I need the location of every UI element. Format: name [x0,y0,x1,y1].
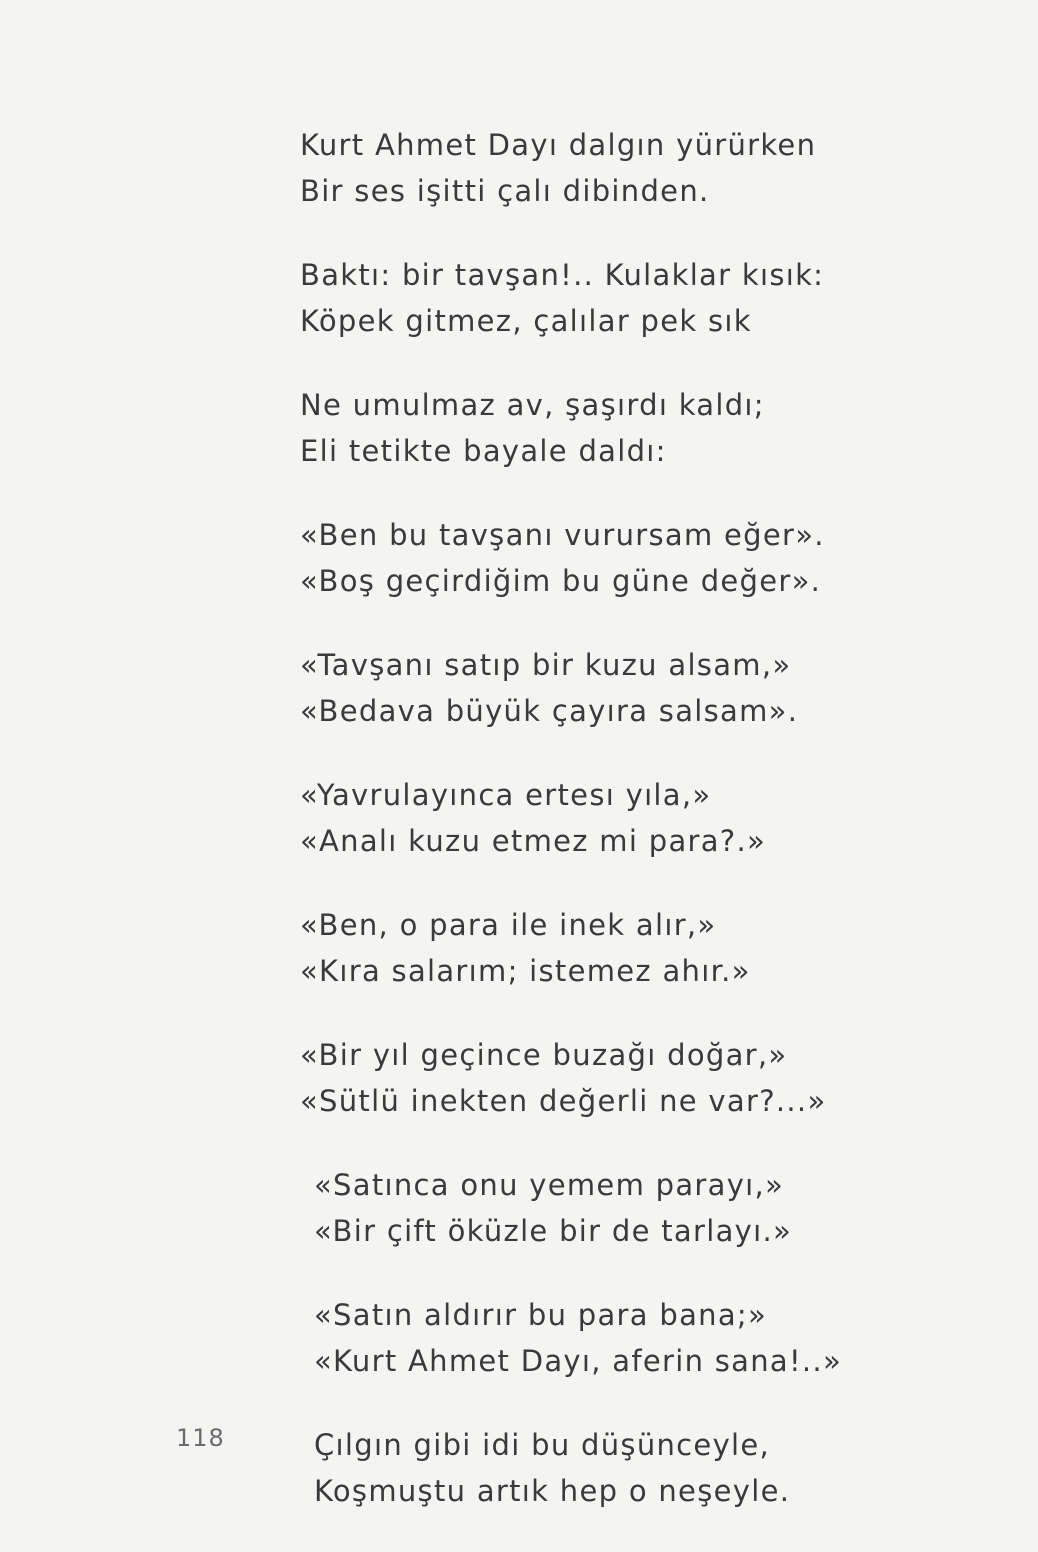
poem-line: Kurt Ahmet Dayı dalgın yürürken [300,128,817,162]
page-number: 118 [176,1424,225,1452]
poem-line: «Kurt Ahmet Dayı, aferin sana!..» [314,1344,842,1378]
poem-line: «Yavrulayınca ertesı yıla,» [300,778,712,812]
poem-line: Köpek gitmez, çalılar pek sık [300,304,752,338]
stanza [300,1292,940,1384]
poem-line: «Bir yıl geçince buzağı doğar,» [300,1038,788,1072]
stanza [300,772,940,864]
poem-line: Eli tetikte bayale daldı: [300,434,667,468]
poem-line: «Satın aldırır bu para bana;» [314,1298,768,1332]
poem-line: «Ben, o para ile inek alır,» [300,908,717,942]
poem-line: «Bir çift öküzle bir de tarlayı.» [314,1214,793,1248]
poem-line: «Tavşanı satıp bir kuzu alsam,» [300,648,792,682]
stanza [300,902,940,994]
stanza [300,512,940,604]
poem-line: Bir ses işitti çalı dibinden. [300,174,710,208]
poem-line: «Analı kuzu etmez mi para?.» [300,824,767,858]
poem-line: «Satınca onu yemem parayı,» [314,1168,785,1202]
poem-line: «Kıra salarım; istemez ahır.» [300,954,751,988]
poem-line: Ne umulmaz av, şaşırdı kaldı; [300,388,765,422]
poem-line: Çılgın gibi idi bu düşünceyle, [314,1428,771,1462]
stanza [300,1422,940,1514]
stanza [300,122,940,214]
poem-line: «Boş geçirdiğim bu güne değer». [300,564,822,598]
poem-line: «Ben bu tavşanı vurursam eğer». [300,518,825,552]
stanza [300,642,940,734]
poem-line: «Sütlü inekten değerli ne var?...» [300,1084,827,1118]
stanza [300,1162,940,1254]
stanza [300,1032,940,1124]
poem-line: Baktı: bir tavşan!.. Kulaklar kısık: [300,258,825,292]
poem-line: Koşmuştu artık hep o neşeyle. [314,1474,791,1508]
stanza [300,252,940,344]
poem [300,122,940,1552]
poem-line: «Bedava büyük çayıra salsam». [300,694,799,728]
stanza [300,382,940,474]
